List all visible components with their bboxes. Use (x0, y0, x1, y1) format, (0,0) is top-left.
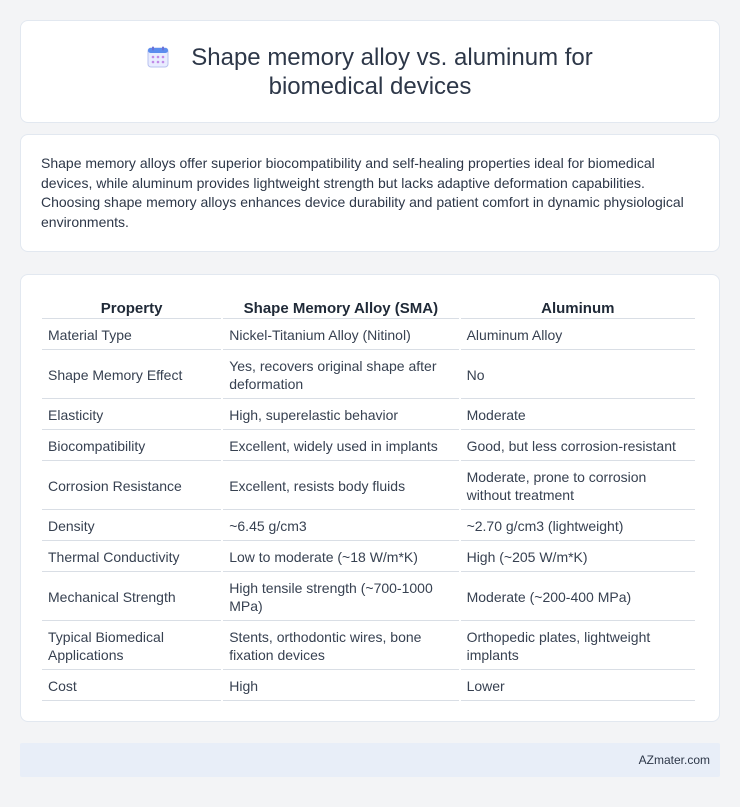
table-row (42, 512, 695, 541)
cell-property: Typical Biomedical Applications (42, 623, 221, 670)
table-row (42, 672, 695, 701)
cell-aluminum: Moderate (461, 401, 695, 430)
cell-aluminum: Good, but less corrosion-resistant (461, 432, 695, 461)
footer-brand[interactable]: AZmater.com (638, 753, 710, 767)
cell-sma: Low to moderate (~18 W/m*K) (223, 543, 458, 572)
table-row (42, 623, 695, 670)
table-row (42, 321, 695, 350)
table-row (42, 352, 695, 399)
column-header-sma: Shape Memory Alloy (SMA) (223, 299, 458, 319)
cell-aluminum: Moderate (~200-400 MPa) (461, 574, 695, 621)
table-row (42, 463, 695, 510)
column-header-aluminum: Aluminum (461, 299, 695, 319)
cell-aluminum: Orthopedic plates, lightweight implants (461, 623, 695, 670)
cell-property: Cost (42, 672, 221, 701)
cell-aluminum: No (461, 352, 695, 399)
cell-property: Mechanical Strength (42, 574, 221, 621)
cell-aluminum: High (~205 W/m*K) (461, 543, 695, 572)
table-row (42, 432, 695, 461)
page-title: Shape memory alloy vs. aluminum for biomedical devices (191, 43, 593, 100)
cell-property: Shape Memory Effect (42, 352, 221, 399)
cell-sma: Yes, recovers original shape after deformation (223, 352, 458, 399)
cell-aluminum: ~2.70 g/cm3 (lightweight) (461, 512, 695, 541)
column-header-property: Property (42, 299, 221, 319)
table-header-row (42, 299, 695, 319)
cell-property: Thermal Conductivity (42, 543, 221, 572)
comparison-table-card (20, 274, 720, 722)
cell-sma: Excellent, resists body fluids (223, 463, 458, 510)
cell-sma: High tensile strength (~700-1000 MPa) (223, 574, 458, 621)
table-row (42, 401, 695, 430)
title-card (20, 20, 720, 123)
table-row (42, 574, 695, 621)
summary-text: Shape memory alloys offer superior biocompatibility and self-healing properties ideal for biomedical devices, while aluminum provides lightweight strength but lacks adaptive deformation capabilities. Choosing shape memory alloys enhances device durability and patient comfort in dynamic physiological environments. (41, 155, 684, 230)
cell-property: Density (42, 512, 221, 541)
cell-sma: ~6.45 g/cm3 (223, 512, 458, 541)
page-title-wrap (90, 43, 650, 101)
comparison-table (40, 297, 697, 703)
cell-sma: Nickel-Titanium Alloy (Nitinol) (223, 321, 458, 350)
cell-property: Material Type (42, 321, 221, 350)
cell-aluminum: Moderate, prone to corrosion without treatment (461, 463, 695, 510)
cell-sma: High (223, 672, 458, 701)
calendar-icon (147, 46, 169, 68)
footer (20, 743, 720, 777)
cell-aluminum: Aluminum Alloy (461, 321, 695, 350)
cell-property: Corrosion Resistance (42, 463, 221, 510)
cell-sma: High, superelastic behavior (223, 401, 458, 430)
cell-property: Biocompatibility (42, 432, 221, 461)
cell-sma: Stents, orthodontic wires, bone fixation devices (223, 623, 458, 670)
cell-property: Elasticity (42, 401, 221, 430)
table-row (42, 543, 695, 572)
summary-card (20, 134, 720, 252)
cell-sma: Excellent, widely used in implants (223, 432, 458, 461)
cell-aluminum: Lower (461, 672, 695, 701)
